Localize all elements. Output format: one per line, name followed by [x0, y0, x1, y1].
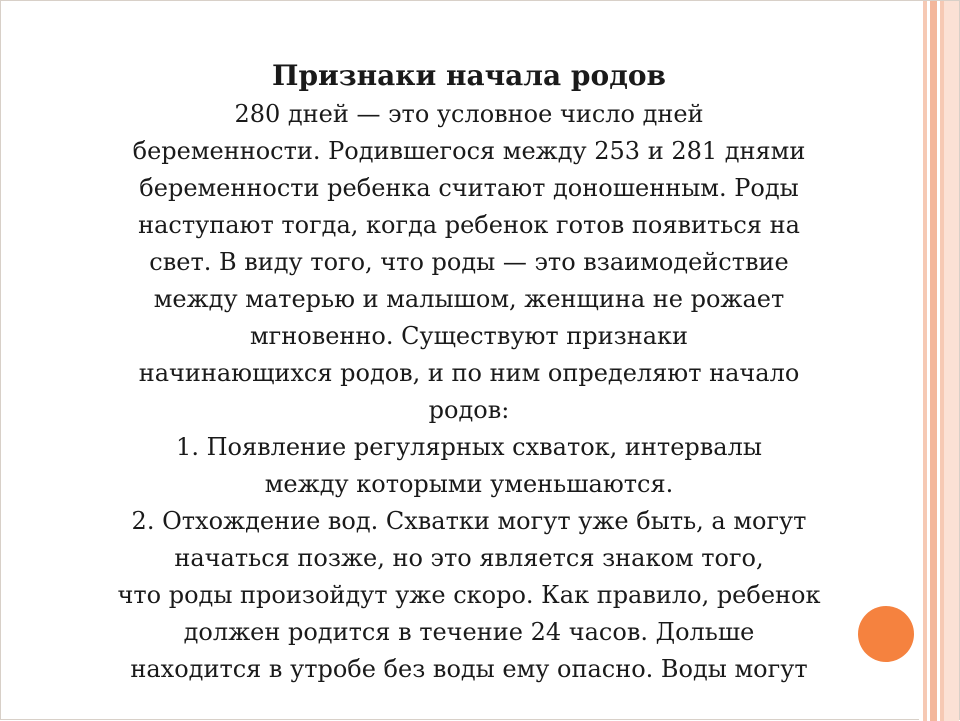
text-line: родов: [428, 396, 510, 424]
text-line: беременности ребенка считают доношенным. Роды [139, 174, 799, 202]
list-item-1-continued: между которыми уменьшаются. [264, 470, 674, 498]
list-item-2-continued: начаться позже, но это является знаком того, [174, 544, 764, 572]
list-item-2-continued: находится в утробе без воды ему опасно. Воды могут [130, 655, 808, 683]
text-line: начинающихся родов, и по ним определяют начало [138, 359, 800, 387]
slide-title: Признаки начала родов [272, 59, 666, 92]
text-line: свет. В виду того, что роды — это взаимодействие [149, 248, 789, 276]
decorative-stripes [919, 1, 959, 721]
list-item-2: 2. Отхождение вод. Схватки могут уже быть, а могут [131, 507, 807, 535]
text-line: между матерью и малышом, женщина не рожает [153, 285, 785, 313]
slide-content [29, 59, 909, 688]
list-item-1: 1. Появление регулярных схваток, интервалы [176, 433, 762, 461]
text-line: 280 дней — это условное число дней [234, 100, 704, 128]
text-line: наступают тогда, когда ребенок готов появиться на [138, 211, 800, 239]
orange-circle-marker [858, 606, 914, 662]
text-line: мгновенно. Существуют признаки [250, 322, 688, 350]
list-item-2-continued: должен родится в течение 24 часов. Дольше [183, 618, 755, 646]
text-line: беременности. Родившегося между 253 и 281 днями [132, 137, 806, 165]
list-item-2-continued: что роды произойдут уже скоро. Как правило, ребенок [117, 581, 821, 609]
